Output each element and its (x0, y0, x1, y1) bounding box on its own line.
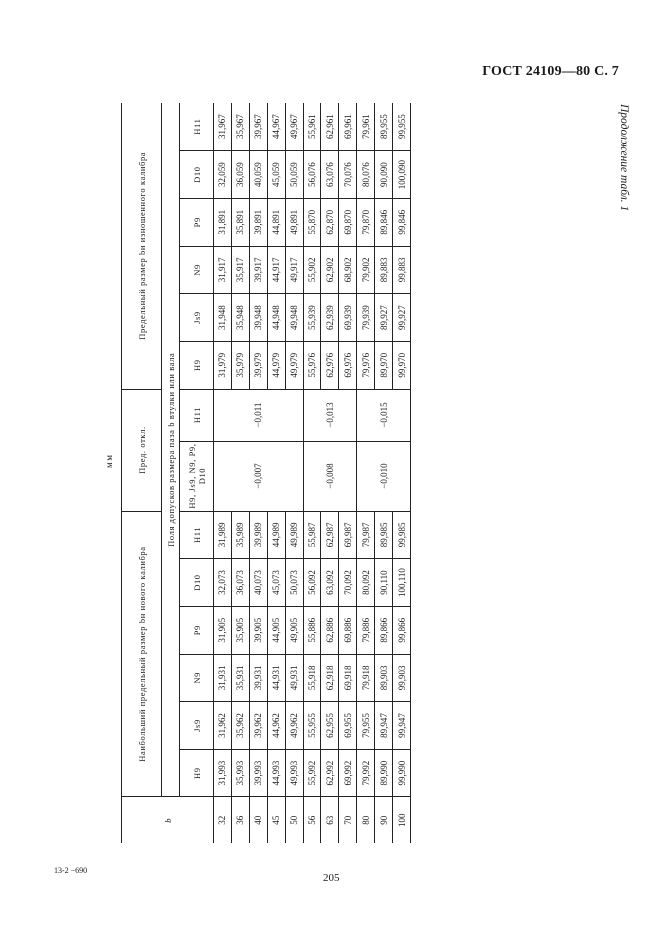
cell-new-size: 45,073 (267, 559, 285, 607)
cell-worn-size: 39,891 (249, 198, 267, 246)
cell-new-size: 79,987 (357, 511, 375, 559)
cell-worn-size: 49,948 (285, 294, 303, 342)
table-row (303, 103, 321, 843)
cell-worn-size: 89,927 (375, 294, 393, 342)
unit-label: мм (104, 453, 114, 468)
cell-new-size: 55,955 (303, 702, 321, 750)
cell-worn-size: 62,976 (321, 341, 339, 389)
cell-new-size: 79,992 (357, 749, 375, 797)
cell-new-size: 39,931 (249, 654, 267, 702)
cell-new-size: 35,931 (231, 654, 249, 702)
cell-new-size: 49,931 (285, 654, 303, 702)
cell-worn-size: 89,846 (375, 198, 393, 246)
cell-worn-size: 39,917 (249, 246, 267, 294)
column-header-new-d10: D10 (180, 559, 214, 607)
cell-b: 56 (303, 797, 321, 843)
column-header-dev-h11: H11 (180, 389, 214, 441)
cell-new-size: 44,931 (267, 654, 285, 702)
cell-new-size: 62,955 (321, 702, 339, 750)
cell-new-size: 99,903 (393, 654, 411, 702)
cell-b: 40 (249, 797, 267, 843)
data-table (121, 103, 411, 843)
cell-new-size: 49,905 (285, 606, 303, 654)
cell-worn-size: 45,059 (267, 151, 285, 199)
cell-worn-size: 90,090 (375, 151, 393, 199)
cell-new-size: 50,073 (285, 559, 303, 607)
cell-worn-size: 31,948 (214, 294, 232, 342)
cell-worn-size: 31,979 (214, 341, 232, 389)
cell-worn-size: 55,976 (303, 341, 321, 389)
cell-new-size: 79,918 (357, 654, 375, 702)
cell-worn-size: 62,961 (321, 103, 339, 151)
cell-new-size: 49,993 (285, 749, 303, 797)
cell-worn-size: 44,917 (267, 246, 285, 294)
cell-new-size: 35,989 (231, 511, 249, 559)
cell-new-size: 99,990 (393, 749, 411, 797)
cell-worn-size: 35,967 (231, 103, 249, 151)
cell-new-size: 62,992 (321, 749, 339, 797)
cell-worn-size: 70,076 (339, 151, 357, 199)
cell-b: 36 (231, 797, 249, 843)
cell-new-size: 99,947 (393, 702, 411, 750)
cell-new-size: 31,931 (214, 654, 232, 702)
cell-worn-size: 79,939 (357, 294, 375, 342)
cell-worn-size: 69,870 (339, 198, 357, 246)
cell-worn-size: 49,967 (285, 103, 303, 151)
cell-new-size: 31,993 (214, 749, 232, 797)
cell-worn-size: 39,948 (249, 294, 267, 342)
cell-new-size: 69,992 (339, 749, 357, 797)
table-row (214, 103, 232, 843)
column-header-worn-h9: H9 (180, 341, 214, 389)
cell-b: 70 (339, 797, 357, 843)
cell-new-size: 89,990 (375, 749, 393, 797)
footer-print-code: 13-2 −690 (54, 866, 88, 875)
cell-new-size: 35,962 (231, 702, 249, 750)
cell-worn-size: 49,891 (285, 198, 303, 246)
table-row (357, 103, 375, 843)
cell-worn-size: 80,076 (357, 151, 375, 199)
cell-worn-size: 99,846 (393, 198, 411, 246)
cell-new-size: 62,918 (321, 654, 339, 702)
cell-new-size: 44,989 (267, 511, 285, 559)
cell-worn-size: 55,939 (303, 294, 321, 342)
cell-new-size: 44,905 (267, 606, 285, 654)
cell-new-size: 39,993 (249, 749, 267, 797)
cell-worn-size: 50,059 (285, 151, 303, 199)
cell-worn-size: 63,076 (321, 151, 339, 199)
cell-b: 50 (285, 797, 303, 843)
cell-new-size: 55,987 (303, 511, 321, 559)
cell-b: 32 (214, 797, 232, 843)
cell-new-size: 79,886 (357, 606, 375, 654)
cell-deviation-fields: −0,007 (214, 441, 304, 511)
cell-new-size: 31,989 (214, 511, 232, 559)
group-header-deviation: Пред. откл. (122, 389, 162, 511)
cell-new-size: 63,092 (321, 559, 339, 607)
cell-new-size: 89,985 (375, 511, 393, 559)
table-continuation-label: Продолжение табл. 1 (618, 104, 630, 212)
cell-worn-size: 36,059 (231, 151, 249, 199)
cell-deviation-fields: −0,008 (303, 441, 357, 511)
cell-new-size: 69,987 (339, 511, 357, 559)
cell-worn-size: 35,891 (231, 198, 249, 246)
cell-deviation-h11: −0,015 (357, 389, 411, 441)
column-header-worn-p9: P9 (180, 198, 214, 246)
cell-new-size: 99,985 (393, 511, 411, 559)
cell-new-size: 40,073 (249, 559, 267, 607)
cell-worn-size: 100,090 (393, 151, 411, 199)
cell-new-size: 62,987 (321, 511, 339, 559)
cell-worn-size: 55,902 (303, 246, 321, 294)
column-header-new-h9: H9 (180, 749, 214, 797)
cell-b: 63 (321, 797, 339, 843)
cell-worn-size: 35,979 (231, 341, 249, 389)
cell-worn-size: 89,955 (375, 103, 393, 151)
group-header-worn-gauge: Предельный размер bи изношенного калибра (122, 103, 162, 389)
cell-new-size: 44,962 (267, 702, 285, 750)
cell-new-size: 62,886 (321, 606, 339, 654)
cell-worn-size: 69,976 (339, 341, 357, 389)
cell-worn-size: 49,979 (285, 341, 303, 389)
column-header-worn-n9: N9 (180, 246, 214, 294)
rotated-table-container (121, 103, 411, 843)
cell-worn-size: 44,948 (267, 294, 285, 342)
cell-new-size: 90,110 (375, 559, 393, 607)
column-header-new-js9: Js9 (180, 702, 214, 750)
cell-worn-size: 89,970 (375, 341, 393, 389)
column-header-new-n9: N9 (180, 654, 214, 702)
column-header-worn-js9: Js9 (180, 294, 214, 342)
cell-new-size: 55,992 (303, 749, 321, 797)
cell-deviation-h11: −0,013 (303, 389, 357, 441)
cell-worn-size: 31,917 (214, 246, 232, 294)
cell-new-size: 89,947 (375, 702, 393, 750)
cell-new-size: 39,905 (249, 606, 267, 654)
cell-worn-size: 69,961 (339, 103, 357, 151)
cell-new-size: 44,993 (267, 749, 285, 797)
cell-b: 80 (357, 797, 375, 843)
cell-worn-size: 39,979 (249, 341, 267, 389)
cell-new-size: 49,962 (285, 702, 303, 750)
cell-new-size: 79,955 (357, 702, 375, 750)
cell-worn-size: 32,059 (214, 151, 232, 199)
cell-new-size: 69,918 (339, 654, 357, 702)
cell-worn-size: 62,870 (321, 198, 339, 246)
cell-new-size: 100,110 (393, 559, 411, 607)
column-header-b: b (122, 797, 214, 843)
cell-worn-size: 99,883 (393, 246, 411, 294)
cell-new-size: 89,866 (375, 606, 393, 654)
table-body (214, 103, 411, 843)
cell-worn-size: 69,939 (339, 294, 357, 342)
cell-b: 100 (393, 797, 411, 843)
cell-new-size: 56,092 (303, 559, 321, 607)
column-header-worn-d10: D10 (180, 151, 214, 199)
cell-new-size: 39,962 (249, 702, 267, 750)
cell-new-size: 32,073 (214, 559, 232, 607)
cell-new-size: 31,905 (214, 606, 232, 654)
cell-worn-size: 79,902 (357, 246, 375, 294)
cell-worn-size: 31,891 (214, 198, 232, 246)
cell-worn-size: 35,948 (231, 294, 249, 342)
column-header-worn-h11: H11 (180, 103, 214, 151)
cell-new-size: 49,989 (285, 511, 303, 559)
cell-worn-size: 79,961 (357, 103, 375, 151)
cell-worn-size: 44,979 (267, 341, 285, 389)
cell-new-size: 89,903 (375, 654, 393, 702)
cell-worn-size: 55,870 (303, 198, 321, 246)
cell-worn-size: 79,976 (357, 341, 375, 389)
cell-new-size: 70,092 (339, 559, 357, 607)
cell-worn-size: 49,917 (285, 246, 303, 294)
cell-new-size: 99,866 (393, 606, 411, 654)
cell-worn-size: 44,891 (267, 198, 285, 246)
cell-worn-size: 62,939 (321, 294, 339, 342)
cell-deviation-h11: −0,011 (214, 389, 304, 441)
cell-worn-size: 99,927 (393, 294, 411, 342)
cell-worn-size: 99,970 (393, 341, 411, 389)
cell-b: 45 (267, 797, 285, 843)
group-header-new-gauge: Наибольший предельный размер bн нового калибра (122, 511, 162, 797)
column-header-new-h11: H11 (180, 511, 214, 559)
cell-worn-size: 56,076 (303, 151, 321, 199)
cell-worn-size: 35,917 (231, 246, 249, 294)
cell-worn-size: 39,967 (249, 103, 267, 151)
column-header-new-p9: P9 (180, 606, 214, 654)
cell-worn-size: 89,883 (375, 246, 393, 294)
cell-new-size: 36,073 (231, 559, 249, 607)
cell-worn-size: 40,059 (249, 151, 267, 199)
cell-worn-size: 55,961 (303, 103, 321, 151)
cell-worn-size: 68,902 (339, 246, 357, 294)
cell-new-size: 35,905 (231, 606, 249, 654)
page-header: ГОСТ 24109—80 С. 7 (482, 64, 619, 79)
cell-deviation-fields: −0,010 (357, 441, 411, 511)
cell-worn-size: 31,967 (214, 103, 232, 151)
cell-worn-size: 99,955 (393, 103, 411, 151)
cell-new-size: 55,918 (303, 654, 321, 702)
cell-new-size: 55,886 (303, 606, 321, 654)
cell-new-size: 69,886 (339, 606, 357, 654)
cell-b: 90 (375, 797, 393, 843)
cell-worn-size: 44,967 (267, 103, 285, 151)
cell-new-size: 80,092 (357, 559, 375, 607)
column-header-dev-fields: H9, Js9, N9, P9, D10 (180, 441, 214, 511)
cell-new-size: 69,955 (339, 702, 357, 750)
tolerance-fields-header: Поля допусков размера паза b втулки или вала (162, 103, 180, 797)
cell-worn-size: 62,902 (321, 246, 339, 294)
cell-new-size: 31,962 (214, 702, 232, 750)
cell-worn-size: 79,870 (357, 198, 375, 246)
page-number: 205 (323, 872, 340, 884)
cell-new-size: 39,989 (249, 511, 267, 559)
cell-new-size: 35,993 (231, 749, 249, 797)
